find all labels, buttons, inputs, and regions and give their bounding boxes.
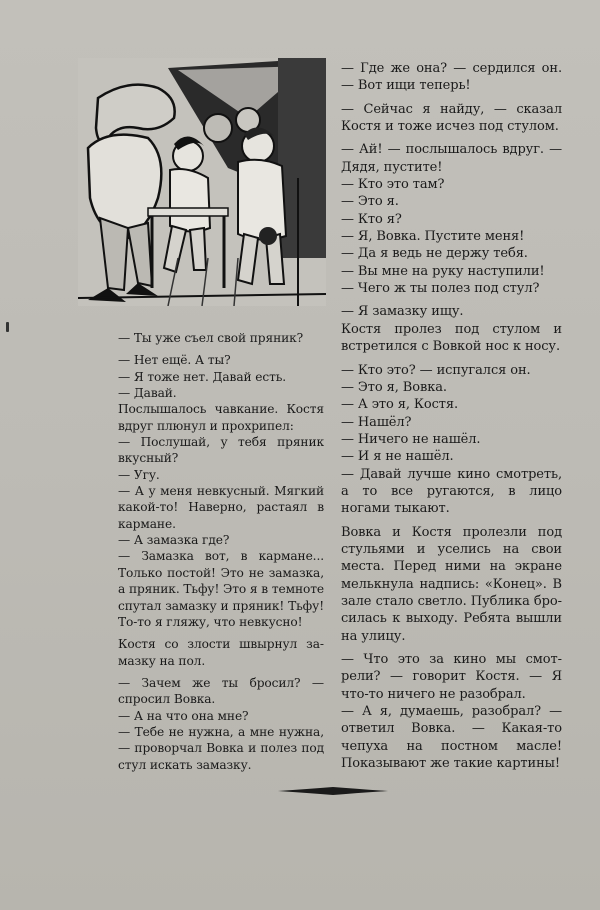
paragraph: Костя пролез под стулом и встретился с Вовкой нос к носу.: [341, 321, 562, 355]
paragraph: — Тебе не нужна, а мне нужна, — проворчал Вовка и полез под стул искать замазку.: [118, 724, 324, 772]
paragraph: — Нашёл?: [341, 414, 412, 430]
paragraph: — А на что она мне?: [118, 708, 249, 723]
paragraph: — Ты уже съел свой пряник?: [118, 331, 304, 345]
paragraph: — Где же она? — сердился он. — Вот ищи теперь!: [341, 61, 562, 94]
paragraph: — Я тоже нет. Давай есть.: [118, 369, 287, 384]
paragraph: — Послушай, у тебя пряник вкусный?: [118, 435, 324, 466]
paragraph: — А у меня невкусный. Мягкий какой-то! Наверно, растаял в кармане.: [118, 484, 324, 531]
paragraph: — Кто это там?: [341, 177, 445, 193]
paragraph: — Сейчас я найду, — сказал Костя и тоже исчез под стулом.: [341, 101, 562, 135]
paragraph: — Вы мне на руку наступили!: [341, 263, 545, 279]
cinema-illustration: [78, 58, 326, 306]
end-ornament-divider: [278, 784, 388, 798]
paragraph: — И я не нашёл.: [341, 449, 454, 465]
paragraph: — Я замазку ищу.: [341, 304, 464, 320]
paragraph: Послышалось чавкание. Костя вдруг плюнул и прохрипел:: [118, 402, 324, 433]
paragraph: — Замазка вот, в кармане... Только постой! Это не замазка, а пряник. Тьфу! Это я в темноте спутал замазку и пряник! Тьфу! То-то я гляжу, что невкусно!: [118, 549, 324, 629]
paragraph: — Что это за кино мы смотрели? — говорит Костя. — Я что-то ничего не разобрал.: [341, 652, 562, 702]
paragraph: — А это я, Костя.: [341, 397, 459, 413]
paragraph: — Зачем же ты бросил? — спросил Вовка.: [118, 675, 324, 707]
paragraph: — Чего ж ты полез под стул?: [341, 281, 540, 297]
paragraph: — Нет ещё. А ты?: [118, 353, 231, 368]
paragraph: — Кто это? — испугался он.: [341, 362, 531, 378]
paragraph: — Да я ведь не держу тебя.: [341, 246, 528, 262]
paragraph: Вовка и Костя пролезли под стульями и уселись на свои места. Перед ними на экране мелькнула надпись: «Конец». В зале стало светло. Публика бросилась к выходу. Ребята вышли на улицу.: [341, 524, 562, 644]
paragraph: — Я, Вовка. Пустите меня!: [341, 229, 525, 245]
paragraph: — Ничего не нашёл.: [341, 431, 481, 447]
paragraph: — А я, думаешь, разобрал? — ответил Вовка. — Какая-то чепуха на постном масле! Показывают же такие картины!: [341, 704, 562, 772]
paragraph: — А замазка где?: [118, 533, 230, 548]
text-column-left: [118, 330, 324, 773]
paragraph: — Угу.: [118, 467, 160, 482]
paragraph: — Это я.: [341, 194, 399, 210]
margin-mark: [6, 322, 9, 332]
paragraph: — Давай лучше кино смотреть, а то все ругаются, в лицо ногами тыкают.: [341, 466, 562, 517]
paragraph: — Это я, Вовка.: [341, 379, 447, 395]
text-column-right: [341, 60, 562, 772]
paragraph: — Ай! — послышалось вдруг. — Дядя, пустите!: [341, 142, 562, 175]
paragraph: — Давай.: [118, 386, 177, 401]
paragraph: — Кто я?: [341, 211, 402, 227]
paragraph: Костя со злости швырнул замазку на пол.: [118, 637, 324, 668]
